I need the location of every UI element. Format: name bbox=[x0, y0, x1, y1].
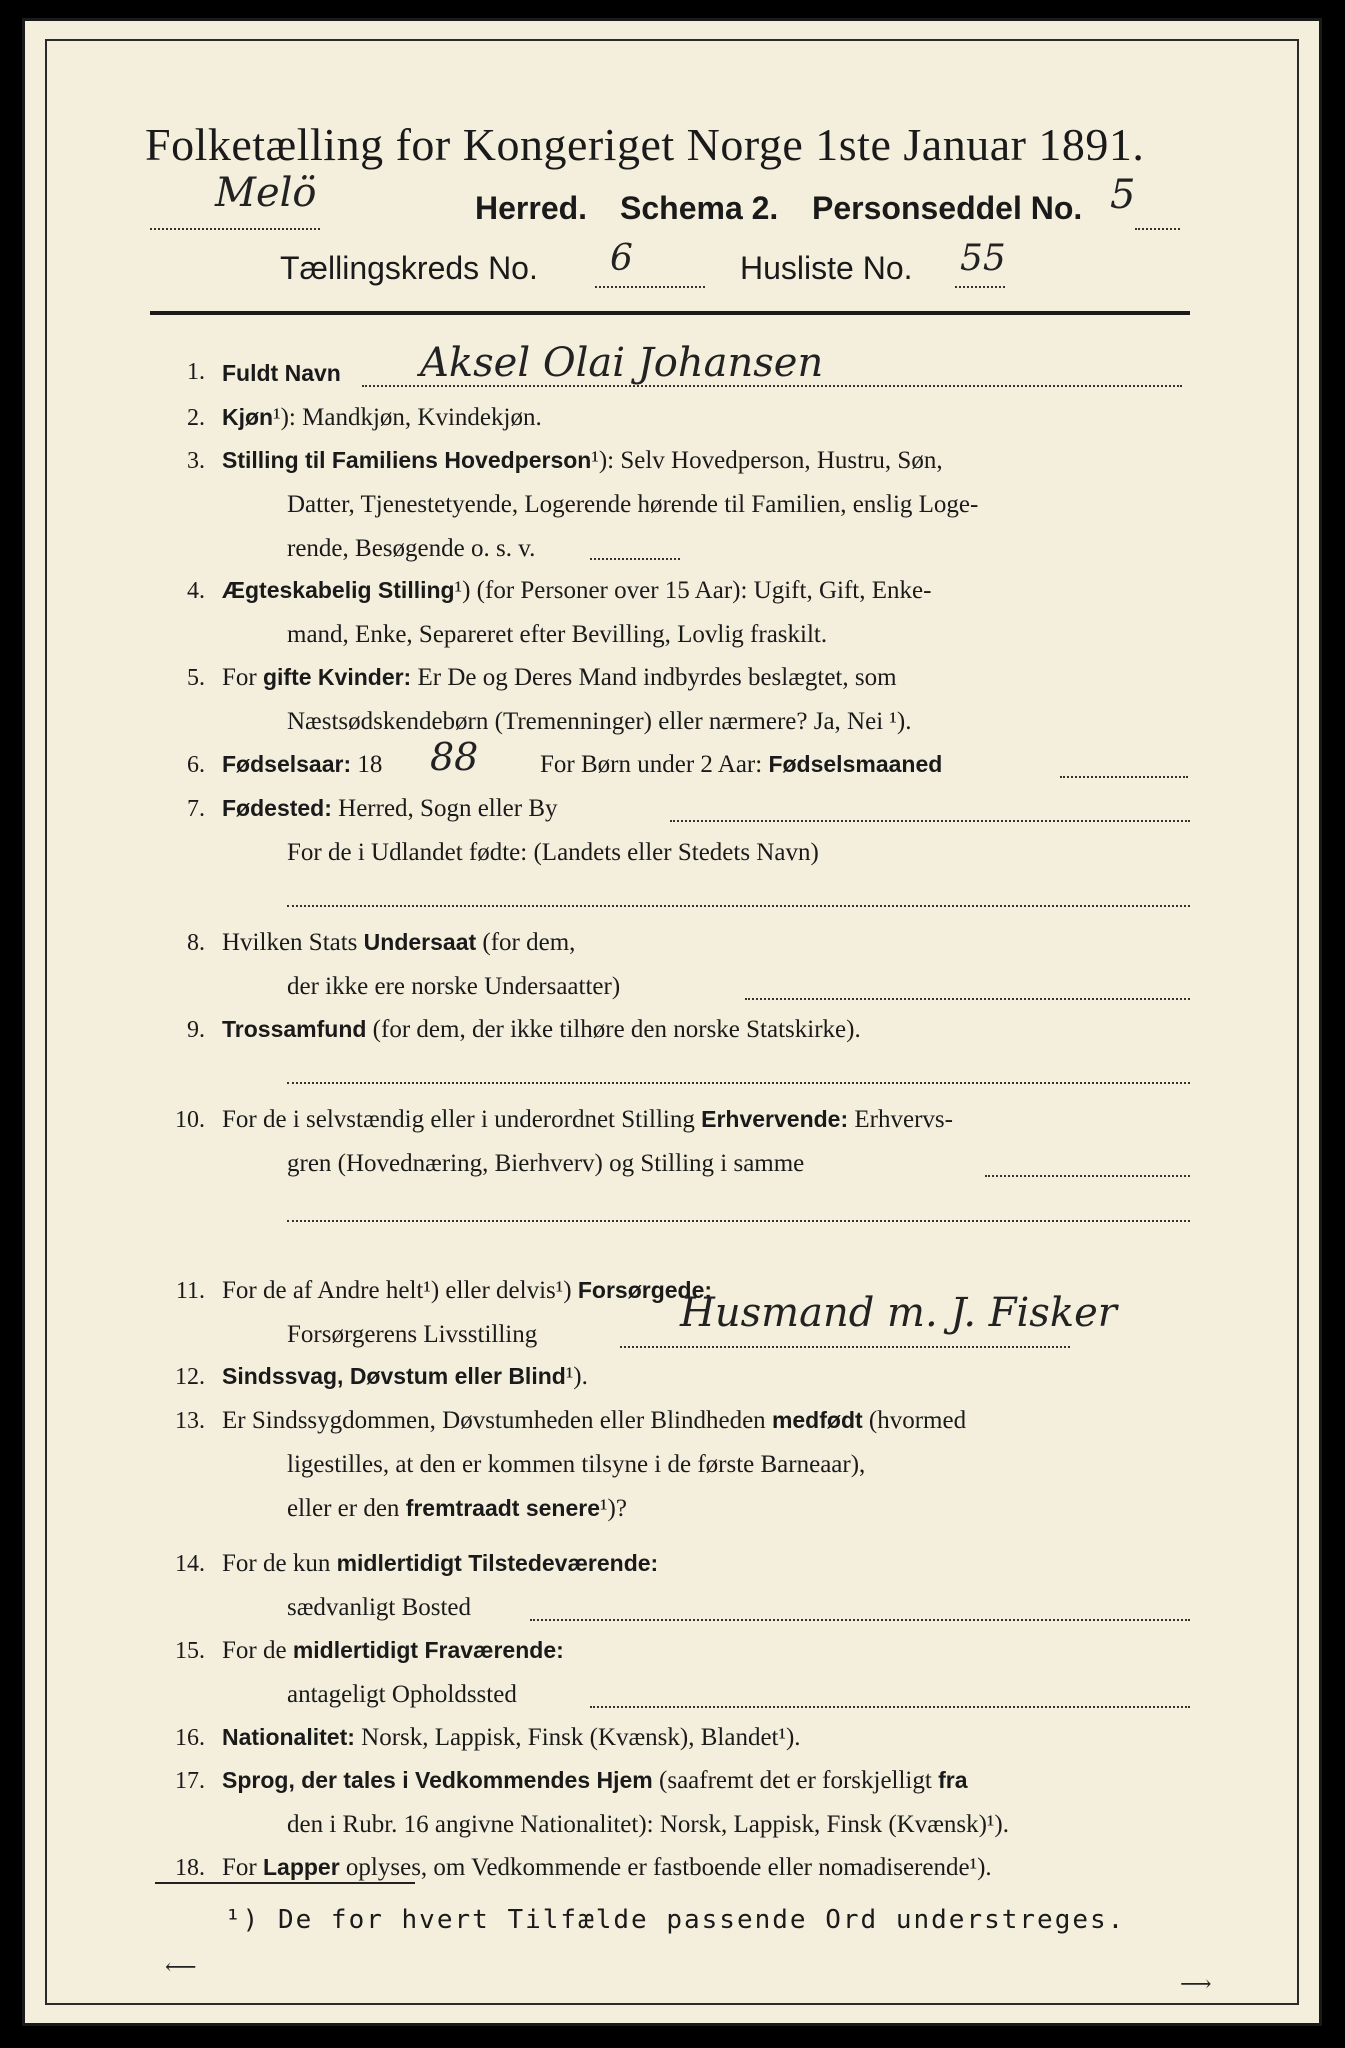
bosted-dotted-line bbox=[530, 1619, 1190, 1621]
schema-label: Schema 2. bbox=[620, 190, 779, 226]
gifte-kvinder-label: gifte Kvinder: bbox=[262, 664, 412, 690]
sprog-fra: fra bbox=[938, 1767, 968, 1793]
row-number: 7. bbox=[187, 796, 205, 822]
erhverv-text-b: gren (Hovednæring, Bierhverv) og Stilling i samme bbox=[287, 1150, 805, 1177]
bosted-label: sædvanligt Bosted bbox=[287, 1594, 472, 1621]
tilstede-pre: For de kun bbox=[222, 1550, 331, 1577]
sprog-label: Sprog, der tales i Vedkommendes Hjem bbox=[222, 1767, 653, 1793]
opholdssted-label: antageligt Opholdssted bbox=[287, 1681, 517, 1708]
gifte-question-b: Næstsødskendebørn (Tremenninger) eller nærmere? Ja, Nei ¹). bbox=[287, 708, 912, 735]
udlandet-text: For de i Udlandet fødte: (Landets eller Stedets Navn) bbox=[287, 839, 819, 866]
gifte-question-a: Er De og Deres Mand indbyrdes beslægtet, som bbox=[417, 664, 897, 691]
row-number: 4. bbox=[187, 578, 205, 604]
fodested-label: Fødested: bbox=[222, 795, 332, 821]
header-rule bbox=[150, 311, 1190, 315]
taellingskreds-handwritten: 6 bbox=[610, 238, 633, 279]
row-number: 1. bbox=[187, 359, 205, 385]
trossamfund-dotted-line bbox=[287, 1082, 1190, 1084]
sprog-text-a: (saafremt det er forskjelligt bbox=[659, 1767, 932, 1794]
taellingskreds-dotted-line bbox=[595, 286, 705, 288]
row-number: 9. bbox=[187, 1017, 205, 1043]
fravaerende-pre: For de bbox=[222, 1637, 287, 1664]
aegteskabelig-options-b: mand, Enke, Separeret efter Bevilling, Lovlig fraskilt. bbox=[287, 621, 828, 648]
aegteskabelig-label: Ægteskabelig Stilling bbox=[222, 577, 455, 603]
medfodt-label: medfødt bbox=[771, 1407, 863, 1433]
forsorgerens-dotted-line bbox=[620, 1346, 1070, 1348]
erhverv-dotted-line-a bbox=[985, 1175, 1190, 1177]
herred-handwritten: Melö bbox=[215, 170, 317, 216]
herred-dotted-line bbox=[150, 228, 320, 230]
row-number: 12. bbox=[175, 1364, 205, 1390]
erhverv-dotted-line-b bbox=[287, 1220, 1190, 1222]
forsorgede-label: Forsørgede: bbox=[577, 1277, 713, 1303]
born-under-2-text: For Børn under 2 Aar: bbox=[540, 751, 763, 778]
medfodt-text-a: (hvormed bbox=[868, 1407, 967, 1434]
personseddel-label: Personseddel No. bbox=[812, 190, 1083, 226]
fravaerende-label: midlertidigt Fraværende: bbox=[292, 1637, 564, 1663]
medfodt-text-b: ligestilles, at den er kommen tilsyne i de første Barneaar), bbox=[287, 1451, 866, 1478]
tilstede-label: midlertidigt Tilstedeværende: bbox=[336, 1550, 659, 1576]
trossamfund-label: Trossamfund bbox=[222, 1016, 367, 1042]
row-number: 17. bbox=[175, 1768, 205, 1794]
fodested-dotted-line bbox=[670, 820, 1190, 822]
fodselsmaaned-dotted-line bbox=[1060, 776, 1188, 778]
husliste-label: Husliste No. bbox=[740, 250, 913, 286]
fuldt-navn-label: Fuldt Navn bbox=[222, 360, 341, 386]
aegteskabelig-options-a: ¹) (for Personer over 15 Aar): Ugift, Gift, Enke- bbox=[454, 577, 932, 604]
fodselsaar-label: Fødselsaar: bbox=[222, 751, 352, 777]
stilling-options-b: Datter, Tjenestetyende, Logerende hørende til Familien, enslig Loge- bbox=[287, 491, 979, 518]
forsorgede-pre: For de af Andre helt¹) eller delvis¹) bbox=[222, 1277, 572, 1304]
lapper-text: oplyses, om Vedkommende er fastboende eller nomadiserende¹). bbox=[345, 1854, 992, 1881]
form-title: Folketælling for Kongeriget Norge 1ste Januar 1891. bbox=[145, 119, 1145, 170]
fodselsaar-handwritten: 88 bbox=[430, 735, 479, 779]
husliste-handwritten: 55 bbox=[960, 238, 1006, 279]
opholdssted-dotted-line bbox=[590, 1706, 1190, 1708]
stray-ink-mark: ⟵ bbox=[165, 1955, 197, 1980]
stilling-options-c: rende, Besøgende o. s. v. bbox=[287, 535, 536, 562]
personseddel-handwritten: 5 bbox=[1110, 172, 1136, 218]
forsorgerens-handwritten: Husmand m. J. Fisker bbox=[680, 1290, 1117, 1336]
row-number: 13. bbox=[175, 1408, 205, 1434]
udlandet-dotted-line bbox=[287, 905, 1190, 907]
row-number: 2. bbox=[187, 405, 205, 431]
trossamfund-text: (for dem, der ikke tilhøre den norske Statskirke). bbox=[372, 1016, 861, 1043]
senere-post: ¹)? bbox=[600, 1495, 627, 1522]
stray-ink-mark: ⟶ bbox=[1180, 1972, 1212, 1997]
personseddel-dotted-line bbox=[1135, 228, 1180, 230]
fremtraadt-label: fremtraadt senere bbox=[405, 1495, 600, 1521]
stilling-dotted-line bbox=[590, 558, 680, 560]
fodested-options: Herred, Sogn eller By bbox=[338, 795, 558, 822]
kjon-label: Kjøn bbox=[222, 404, 274, 430]
taellingskreds-label: Tællingskreds No. bbox=[280, 250, 538, 286]
row-number: 6. bbox=[187, 752, 205, 778]
row-number: 11. bbox=[175, 1278, 205, 1304]
name-handwritten: Aksel Olai Johansen bbox=[420, 340, 824, 386]
erhvervende-label: Erhvervende: bbox=[701, 1106, 849, 1132]
lapper-label: Lapper bbox=[262, 1854, 340, 1880]
kjon-options: ¹): Mandkjøn, Kvindekjøn. bbox=[273, 404, 542, 431]
row-number: 18. bbox=[175, 1855, 205, 1881]
fodselsmaaned-label: Fødselsmaaned bbox=[768, 751, 943, 777]
gifte-pre: For bbox=[222, 664, 257, 691]
stilling-options-a: ¹): Selv Hovedperson, Hustru, Søn, bbox=[591, 447, 943, 474]
fodselsaar-prefix: 18 bbox=[357, 751, 383, 778]
erhverv-pre: For de i selvstændig eller i underordnet Stilling bbox=[222, 1106, 695, 1133]
undersaat-text-b: der ikke ere norske Undersaatter) bbox=[287, 973, 621, 1000]
erhverv-text-a: Erhvervs- bbox=[854, 1106, 953, 1133]
medfodt-pre: Er Sindssygdommen, Døvstumheden eller Blindheden bbox=[222, 1407, 766, 1434]
row-number: 16. bbox=[175, 1725, 205, 1751]
footnote: ¹) De for hvert Tilfælde passende Ord understreges. bbox=[225, 1905, 1126, 1935]
undersaat-label: Undersaat bbox=[363, 929, 477, 955]
undersaat-pre: Hvilken Stats bbox=[222, 929, 358, 956]
sindssvag-label: Sindssvag, Døvstum eller Blind bbox=[222, 1363, 566, 1389]
row-number: 3. bbox=[187, 448, 205, 474]
senere-pre: eller er den bbox=[287, 1495, 400, 1522]
nationalitet-label: Nationalitet: bbox=[222, 1724, 355, 1750]
row-number: 5. bbox=[187, 665, 205, 691]
stilling-label: Stilling til Familiens Hovedperson bbox=[222, 447, 592, 473]
sprog-text-b: den i Rubr. 16 angivne Nationalitet): Norsk, Lappisk, Finsk (Kvænsk)¹). bbox=[287, 1811, 1009, 1838]
sindssvag-text: ¹). bbox=[565, 1363, 588, 1390]
lapper-pre: For bbox=[222, 1854, 257, 1881]
undersaat-text-a: (for dem, bbox=[482, 929, 576, 956]
husliste-dotted-line bbox=[955, 286, 1005, 288]
row-number: 10. bbox=[175, 1107, 205, 1133]
row-number: 15. bbox=[175, 1638, 205, 1664]
forsorgerens-label: Forsørgerens Livsstilling bbox=[287, 1321, 538, 1348]
row-number: 8. bbox=[187, 930, 205, 956]
nationalitet-options: Norsk, Lappisk, Finsk (Kvænsk), Blandet¹). bbox=[361, 1724, 801, 1751]
footnote-rule bbox=[155, 1882, 415, 1884]
undersaat-dotted-line bbox=[745, 998, 1190, 1000]
row-number: 14. bbox=[175, 1551, 205, 1577]
herred-label: Herred. bbox=[475, 190, 588, 226]
